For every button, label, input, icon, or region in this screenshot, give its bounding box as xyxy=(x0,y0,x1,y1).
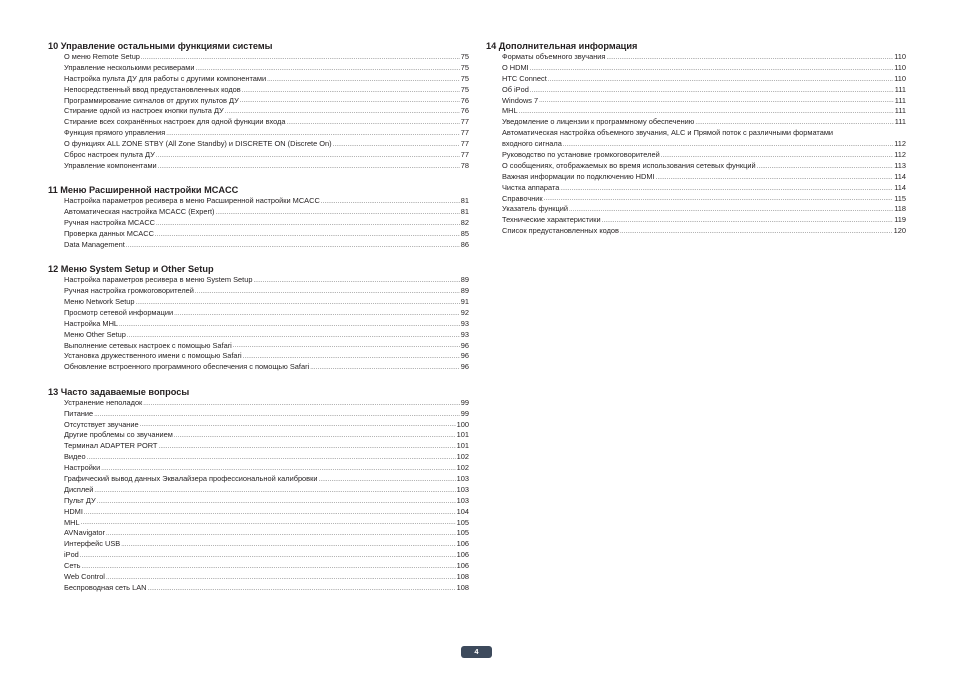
toc-entry-label: Управление несколькими ресиверами xyxy=(64,62,195,72)
toc-entry-label: Автоматическая настройка объемного звучания, ALC и Прямой поток с различными форматами xyxy=(502,128,834,138)
dot-leader xyxy=(548,74,893,85)
toc-entry[interactable] xyxy=(64,139,469,150)
toc-entry-page: 108 xyxy=(456,572,469,581)
dot-leader xyxy=(174,308,460,319)
dot-leader xyxy=(310,362,460,373)
toc-entry-page: 75 xyxy=(460,84,469,94)
toc-section xyxy=(48,40,469,172)
toc-section xyxy=(48,386,469,594)
toc-entry[interactable] xyxy=(64,229,469,240)
toc-entry-page: 77 xyxy=(460,117,469,127)
toc-entry-label: MHL xyxy=(64,517,80,527)
toc-entry-page: 93 xyxy=(460,329,469,339)
toc-entry-page: 115 xyxy=(894,193,906,203)
toc-entry-label: Ручная настройка громкоговорителей xyxy=(64,286,194,296)
toc-entry-label: О меню Remote Setup xyxy=(64,51,140,61)
dot-leader xyxy=(530,63,894,74)
toc-entry-label: О функциях ALL ZONE STBY (All Zone Standby) и DISCRETE ON (Discrete On) xyxy=(64,139,332,149)
toc-entry-page: 118 xyxy=(894,204,906,214)
toc-entry-page: 77 xyxy=(460,128,469,138)
toc-entry-page: 106 xyxy=(456,550,469,560)
toc-entry-page: 75 xyxy=(460,51,469,61)
dot-leader xyxy=(158,161,460,172)
dot-leader xyxy=(141,52,460,63)
toc-entry-page: 111 xyxy=(894,117,906,127)
toc-entry-page: 102 xyxy=(456,463,469,473)
toc-entry[interactable] xyxy=(64,74,469,85)
toc-entry-list xyxy=(502,52,906,237)
toc-entry-label: HDMI xyxy=(64,506,83,516)
toc-entry-label: Настройка MHL xyxy=(64,318,119,328)
toc-entry[interactable] xyxy=(502,226,906,237)
toc-entry-label: Об iPod xyxy=(502,84,529,94)
toc-entry[interactable] xyxy=(502,204,906,215)
toc-entry[interactable] xyxy=(64,583,469,594)
toc-entry-page: 92 xyxy=(460,307,469,317)
toc-entry[interactable] xyxy=(64,96,469,107)
toc-entry[interactable] xyxy=(64,420,469,431)
toc-entry-continuation xyxy=(502,139,906,150)
toc-entry-label: Установка дружественного имени с помощью Safari xyxy=(64,351,242,361)
toc-entry-page: 112 xyxy=(894,139,906,149)
dot-leader xyxy=(143,398,459,409)
dot-leader xyxy=(166,128,459,139)
toc-entry-page: 78 xyxy=(460,160,469,170)
toc-entry-page: 76 xyxy=(460,106,469,116)
dot-leader xyxy=(215,207,459,218)
toc-entry-page: 103 xyxy=(456,484,469,494)
toc-entry[interactable] xyxy=(502,96,906,107)
toc-entry[interactable] xyxy=(64,117,469,128)
toc-entry[interactable] xyxy=(502,52,906,63)
toc-entry-label-continued: входного сигнала xyxy=(502,139,562,149)
toc-entry[interactable] xyxy=(64,572,469,583)
dot-leader xyxy=(286,117,459,128)
toc-entry[interactable] xyxy=(64,561,469,572)
dot-leader xyxy=(97,496,456,507)
toc-entry[interactable] xyxy=(64,507,469,518)
toc-entry-page: 106 xyxy=(456,561,469,571)
toc-entry-label: iPod xyxy=(64,550,79,560)
toc-entry-label: Сброс настроек пульта ДУ xyxy=(64,150,155,159)
toc-left-column xyxy=(48,40,469,606)
toc-entry[interactable] xyxy=(64,150,469,161)
toc-entry-page: 75 xyxy=(460,73,469,83)
toc-entry-label: Графический вывод данных Эквалайзера профессиональной калибровки xyxy=(64,473,318,483)
toc-entry-label: Настройка параметров ресивера в меню System Setup xyxy=(64,275,253,285)
toc-entry[interactable] xyxy=(64,85,469,96)
dot-leader xyxy=(661,150,894,161)
dot-leader xyxy=(530,85,894,96)
dot-leader xyxy=(121,539,455,550)
toc-entry-page: 104 xyxy=(456,506,469,516)
dot-leader xyxy=(757,161,894,172)
toc-entry-label: Беспроводная сеть LAN xyxy=(64,582,147,592)
toc-entry-page: 76 xyxy=(460,95,469,105)
toc-entry[interactable] xyxy=(64,430,469,441)
toc-section xyxy=(48,184,469,250)
toc-entry[interactable] xyxy=(64,63,469,74)
toc-entry-page: 102 xyxy=(456,452,469,462)
toc-entry-label: Управление компонентами xyxy=(64,160,157,170)
toc-entry-page: 108 xyxy=(456,582,469,592)
dot-leader xyxy=(242,85,460,96)
toc-entry-page: 96 xyxy=(460,340,469,350)
dot-leader xyxy=(136,297,460,308)
page-number-badge: 4 xyxy=(461,646,492,658)
dot-leader xyxy=(101,463,455,474)
toc-entry[interactable] xyxy=(64,319,469,330)
toc-entry-page: 113 xyxy=(894,160,906,170)
toc-entry-label: Руководство по установке громкоговорителей xyxy=(502,150,660,160)
toc-entry-label: Устранение неполадок xyxy=(64,397,143,407)
toc-entry-page: 106 xyxy=(456,539,469,549)
toc-entry-page: 77 xyxy=(460,150,469,159)
dot-leader xyxy=(233,341,460,352)
toc-entry[interactable] xyxy=(502,172,906,183)
toc-entry[interactable] xyxy=(502,85,906,96)
dot-leader xyxy=(318,474,455,485)
dot-leader xyxy=(333,139,460,150)
toc-entry-page: 101 xyxy=(456,441,469,451)
dot-leader xyxy=(156,150,460,161)
toc-entry-label: Технические характеристики xyxy=(502,215,601,225)
toc-entry[interactable] xyxy=(502,150,906,161)
toc-entry-page: 105 xyxy=(456,528,469,538)
toc-entry-label: Программирование сигналов от других пультов ДУ xyxy=(64,95,239,105)
toc-entry[interactable] xyxy=(64,362,469,373)
toc-entry-label: Терминал ADAPTER PORT xyxy=(64,441,158,451)
dot-leader xyxy=(196,63,460,74)
toc-entry[interactable] xyxy=(64,441,469,452)
toc-entry[interactable] xyxy=(64,106,469,117)
dot-leader xyxy=(87,452,456,463)
toc-entry-page: 93 xyxy=(460,318,469,328)
toc-entry-page: 85 xyxy=(460,228,469,238)
dot-leader xyxy=(155,229,460,240)
toc-entry-page: 75 xyxy=(460,62,469,72)
toc-entry-page: 119 xyxy=(894,215,906,225)
toc-entry-label: Интерфейс USB xyxy=(64,539,121,549)
toc-entry[interactable] xyxy=(64,398,469,409)
dot-leader xyxy=(94,409,460,420)
toc-entry-page: 99 xyxy=(460,397,469,407)
toc-entry-page: 110 xyxy=(894,51,906,61)
toc-entry-label: Обновление встроенного программного обеспечения с помощью Safari xyxy=(64,362,310,372)
dot-leader xyxy=(140,420,456,431)
toc-entry-page: 114 xyxy=(894,171,906,181)
toc-entry-label: Указатель функций xyxy=(502,204,569,214)
toc-entry-page: 111 xyxy=(894,95,906,105)
toc-entry-list xyxy=(64,275,469,373)
toc-entry[interactable] xyxy=(64,341,469,352)
dot-leader xyxy=(602,215,894,226)
toc-entry-page: 81 xyxy=(460,196,469,206)
toc-entry-label: Windows 7 xyxy=(502,95,539,105)
toc-entry-label: Ручная настройка MCACC xyxy=(64,218,156,228)
toc-entry-page: 77 xyxy=(460,139,469,149)
toc-entry[interactable] xyxy=(502,183,906,194)
dot-leader xyxy=(81,518,456,529)
dot-leader xyxy=(174,430,456,441)
toc-entry[interactable] xyxy=(64,196,469,207)
dot-leader xyxy=(225,106,460,117)
toc-entry[interactable] xyxy=(64,52,469,63)
dot-leader xyxy=(243,351,460,362)
toc-entry[interactable] xyxy=(502,74,906,85)
toc-entry[interactable] xyxy=(64,463,469,474)
dot-leader xyxy=(94,485,455,496)
toc-entry-label: Стирание одной из настроек кнопки пульта ДУ xyxy=(64,106,224,116)
toc-entry-label: Меню Network Setup xyxy=(64,297,135,307)
toc-entry-page: 112 xyxy=(894,150,906,160)
dot-leader xyxy=(106,528,456,539)
toc-entry-label: Отсутствует звучание xyxy=(64,419,139,429)
toc-entry-label: HTC Connect xyxy=(502,73,547,83)
toc-entry-label: Настройка пульта ДУ для работы с другими компонентами xyxy=(64,73,267,83)
toc-entry-page: 101 xyxy=(456,430,469,440)
dot-leader xyxy=(80,550,456,561)
toc-entry-label: Уведомление о лицензии к программному обеспечению xyxy=(502,117,695,127)
dot-leader xyxy=(119,319,460,330)
toc-entry[interactable] xyxy=(64,351,469,362)
section-title: 11 Меню Расширенной настройки MCACC xyxy=(48,185,239,196)
section-title: 10 Управление остальными функциями системы xyxy=(48,41,273,51)
toc-entry-page: 111 xyxy=(894,106,906,116)
dot-leader xyxy=(563,139,893,150)
toc-entry[interactable] xyxy=(64,297,469,308)
toc-entry-label: О сообщениях, отображаемых во время использования сетевых функций xyxy=(502,160,756,170)
toc-entry-label: Настройки xyxy=(64,463,101,473)
toc-entry-page: 110 xyxy=(894,73,906,83)
toc-entry[interactable] xyxy=(64,240,469,251)
toc-entry[interactable] xyxy=(64,218,469,229)
toc-entry[interactable] xyxy=(64,474,469,485)
toc-entry[interactable] xyxy=(64,550,469,561)
toc-entry-label: Список предустановленных кодов xyxy=(502,226,619,236)
toc-entry-page: 82 xyxy=(460,218,469,228)
dot-leader xyxy=(539,96,894,107)
dot-leader xyxy=(106,572,456,583)
toc-entry-label: Функция прямого управления xyxy=(64,128,166,138)
dot-leader xyxy=(695,117,893,128)
toc-entry[interactable] xyxy=(64,528,469,539)
dot-leader xyxy=(158,441,455,452)
toc-entry-page: 89 xyxy=(460,275,469,285)
dot-leader xyxy=(560,183,893,194)
toc-entry-label: Меню Other Setup xyxy=(64,329,126,339)
toc-entry-page: 111 xyxy=(894,84,906,94)
toc-entry-label: Чистка аппарата xyxy=(502,182,560,192)
toc-entry-label: Дисплей xyxy=(64,484,94,494)
toc-entry-page: 110 xyxy=(894,62,906,72)
dot-leader xyxy=(126,240,460,251)
toc-entry-label: MHL xyxy=(502,106,518,116)
toc-section xyxy=(486,40,906,237)
toc-entry[interactable] xyxy=(64,452,469,463)
toc-entry-page: 96 xyxy=(460,351,469,361)
toc-entry[interactable] xyxy=(64,496,469,507)
dot-leader xyxy=(253,275,459,286)
toc-entry-label: Важная информации по подключению HDMI xyxy=(502,171,655,181)
toc-entry-page: 100 xyxy=(456,419,469,429)
toc-entry-page: 91 xyxy=(460,297,469,307)
toc-entry-page: 120 xyxy=(893,226,906,236)
toc-entry-list xyxy=(64,196,469,250)
toc-entry[interactable] xyxy=(502,106,906,117)
toc-entry-label: Пульт ДУ xyxy=(64,495,96,505)
toc-entry-label: Справочник xyxy=(502,193,543,203)
dot-leader xyxy=(620,226,893,237)
toc-entry-label: Стирание всех сохранённых настроек для одной функции входа xyxy=(64,117,286,127)
toc-entry[interactable] xyxy=(64,161,469,172)
toc-entry[interactable] xyxy=(64,330,469,341)
toc-entry-label: Настройка параметров ресивера в меню Расширенной настройки MCACC xyxy=(64,196,320,206)
section-title: 14 Дополнительная информация xyxy=(486,41,638,51)
toc-entry-list xyxy=(64,398,469,594)
toc-entry[interactable] xyxy=(502,63,906,74)
dot-leader xyxy=(156,218,460,229)
dot-leader xyxy=(544,194,894,205)
toc-entry[interactable] xyxy=(64,409,469,420)
dot-leader xyxy=(267,74,460,85)
toc-entry-label: Питание xyxy=(64,408,94,418)
toc-entry-page: 105 xyxy=(456,517,469,527)
toc-entry-page: 114 xyxy=(894,182,906,192)
section-title: 12 Меню System Setup и Other Setup xyxy=(48,264,214,275)
toc-entry-page: 89 xyxy=(460,286,469,296)
dot-leader xyxy=(195,286,460,297)
toc-entry-page: 99 xyxy=(460,408,469,418)
toc-entry[interactable] xyxy=(502,161,906,172)
dot-leader xyxy=(519,106,894,117)
toc-right-column xyxy=(486,40,906,250)
toc-entry-list xyxy=(64,52,469,172)
toc-entry-label: Выполнение сетевых настроек с помощью Safari xyxy=(64,340,232,350)
dot-leader xyxy=(127,330,460,341)
toc-section xyxy=(48,263,469,373)
toc-entry[interactable] xyxy=(64,518,469,529)
toc-entry[interactable] xyxy=(64,308,469,319)
toc-entry-label: AVNavigator xyxy=(64,528,105,538)
toc-entry-label: Форматы объемного звучания xyxy=(502,51,606,61)
toc-entry-label: О HDMI xyxy=(502,62,529,72)
toc-entry-page: 103 xyxy=(456,495,469,505)
toc-entry-page: 86 xyxy=(460,239,469,249)
toc-entry-label: Просмотр сетевой информации xyxy=(64,307,174,317)
toc-entry[interactable] xyxy=(502,194,906,205)
dot-leader xyxy=(240,96,460,107)
dot-leader xyxy=(656,172,894,183)
dot-leader xyxy=(606,52,893,63)
dot-leader xyxy=(147,583,455,594)
toc-entry[interactable] xyxy=(64,286,469,297)
toc-entry-label: Проверка данных MCACC xyxy=(64,228,154,238)
toc-entry[interactable] xyxy=(64,539,469,550)
dot-leader xyxy=(84,507,456,518)
toc-entry-label: Data Management xyxy=(64,239,125,249)
dot-leader xyxy=(81,561,455,572)
toc-entry[interactable] xyxy=(64,128,469,139)
toc-entry-label: Непосредственный ввод предустановленных кодов xyxy=(64,84,241,94)
toc-entry-page: 103 xyxy=(456,473,469,483)
toc-entry-page: 81 xyxy=(460,207,469,217)
toc-entry[interactable] xyxy=(502,117,906,128)
toc-entry-label: Web Control xyxy=(64,572,105,581)
toc-entry-label: Другие проблемы со звучанием xyxy=(64,430,173,440)
toc-entry[interactable] xyxy=(502,128,906,150)
toc-entry-label: Автоматическая настройка MCACC (Expert) xyxy=(64,207,215,217)
toc-entry-label: Сеть xyxy=(64,561,81,571)
toc-entry-label: Видео xyxy=(64,452,86,462)
dot-leader xyxy=(569,204,893,215)
toc-entry[interactable] xyxy=(64,275,469,286)
toc-entry-page: 96 xyxy=(460,362,469,372)
section-title: 13 Часто задаваемые вопросы xyxy=(48,386,190,397)
dot-leader xyxy=(321,196,460,207)
toc-entry[interactable] xyxy=(502,215,906,226)
toc-entry[interactable] xyxy=(64,207,469,218)
toc-entry[interactable] xyxy=(64,485,469,496)
